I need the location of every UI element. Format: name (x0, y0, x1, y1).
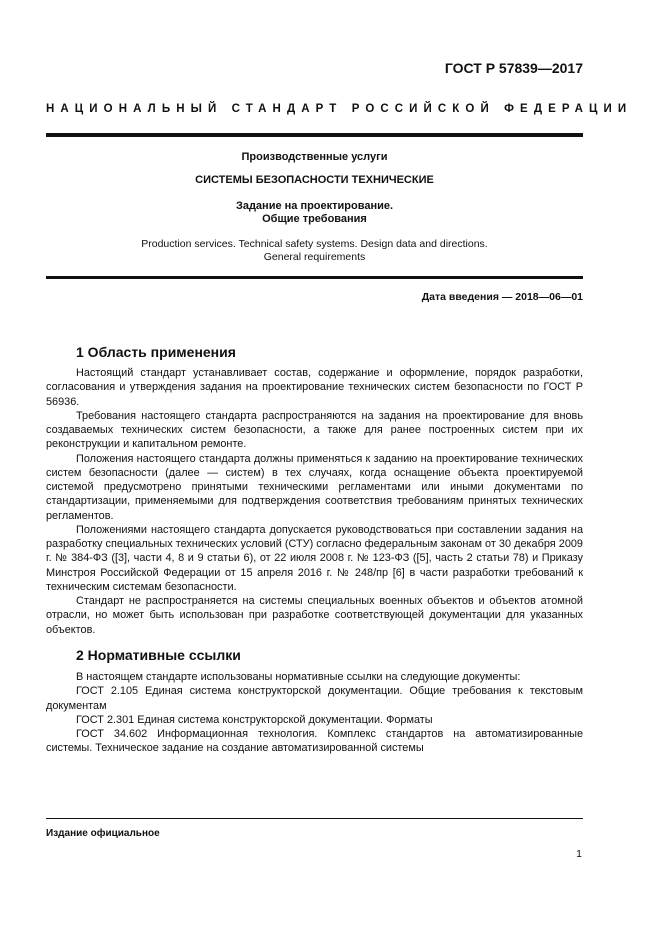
section-1-body (46, 366, 583, 637)
reference-item: ГОСТ 2.301 Единая система конструкторской документации. Форматы (76, 713, 433, 726)
english-title-b: General requirements (263, 251, 366, 263)
paragraph: Настоящий стандарт устанавливает состав, содержание и оформление, порядок разработки, согласования и утверждения задания на проектирование технических систем безопасности по ГОСТ Р 56936. (46, 367, 583, 408)
paragraph: Требования настоящего стандарта распространяются на задания на проектирование для вновь создаваемых технических систем безопасности, а также для ранее построенных систем при их реконструкции и капитальном ремонте. (46, 409, 583, 451)
section-1-heading: 1 Область применения (76, 344, 236, 360)
paragraph: Стандарт не распространяется на системы специальных военных объектов и объектов атомной отрасли, но может быть использован при разработке соответствующей документации для указанных объектов. (46, 595, 583, 636)
page-number: 1 (576, 848, 582, 860)
title-line-3 (46, 200, 583, 226)
footer-divider (46, 818, 583, 819)
paragraph: Положения настоящего стандарта должны применяться к заданию на проектирование технических систем безопасности (далее — систем) в тех случаях, когда оснащение объекта проектируемой системой предусмотрено принятыми техническими регламентами или иными документами по стандартизации, применяемыми для подтверждения соответствия требованиям принятых технических регламентов. (46, 452, 583, 522)
section-2-body (46, 670, 583, 756)
introduction-date: Дата введения — 2018—06—01 (421, 291, 583, 303)
english-title-a: Production services. Technical safety systems. Design data and directions. (141, 238, 488, 250)
reference-item: ГОСТ 34.602 Информационная технология. Комплекс стандартов на автоматизированные системы. Техническое задание на создание автоматизированной системы (46, 728, 583, 755)
national-standard-title: НАЦИОНАЛЬНЫЙ СТАНДАРТ РОССИЙСКОЙ ФЕДЕРАЦИИ (46, 103, 633, 115)
title-line-1: Производственные услуги (241, 151, 388, 163)
standard-code: ГОСТ Р 57839—2017 (444, 60, 583, 76)
paragraph: Положениями настоящего стандарта допускается руководствоваться при составлении задания на разработку специальных технических условий (СТУ) согласно федеральным законам от 30 декабря 2009 г. № 384-ФЗ ([3], части 4, 8 и 9 статьи 6), от 22 июля 2008 г. № 123-ФЗ ([5], часть 2 статьи 78) и Приказу Минстроя Российской Федерации от 15 апреля 2016 г. № 248/пр [6] в части разработки требований к техническим системам безопасности. (46, 523, 583, 593)
edition-label: Издание официальное (46, 828, 160, 839)
title-line-3b: Общие требования (262, 213, 367, 225)
english-title (46, 238, 583, 264)
section-2-heading: 2 Нормативные ссылки (76, 647, 241, 663)
paragraph: В настоящем стандарте использованы нормативные ссылки на следующие документы: (76, 671, 521, 683)
title-line-2: СИСТЕМЫ БЕЗОПАСНОСТИ ТЕХНИЧЕСКИЕ (195, 174, 434, 186)
title-line-3a: Задание на проектирование. (235, 200, 394, 212)
title-divider (46, 276, 583, 279)
reference-item: ГОСТ 2.105 Единая система конструкторской документации. Общие требования к текстовым документам (46, 685, 583, 712)
header-divider (46, 133, 583, 137)
